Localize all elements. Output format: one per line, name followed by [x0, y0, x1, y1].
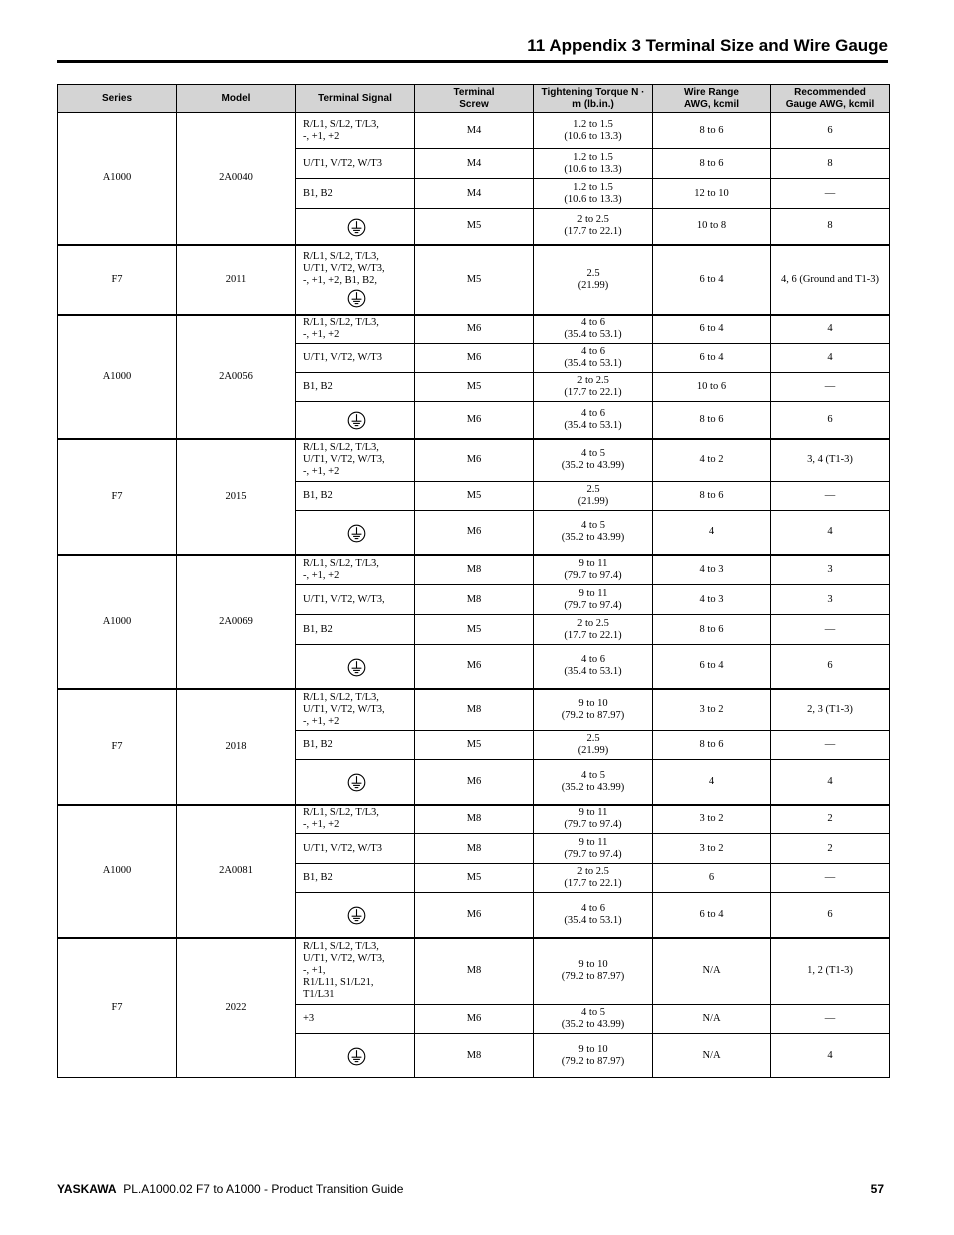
torque-lbin: (21.99) — [577, 279, 609, 291]
cell-torque — [534, 179, 653, 209]
cell-model: 2A0040 — [177, 113, 296, 245]
cell-torque — [534, 1034, 653, 1078]
cell-torque — [534, 805, 653, 834]
cell-torque — [534, 511, 653, 555]
cell-terminal-signal — [296, 555, 415, 585]
cell-terminal-signal — [296, 315, 415, 344]
cell-terminal-signal — [296, 482, 415, 511]
cell-wire-range: N/A — [653, 1005, 771, 1034]
cell-torque — [534, 585, 653, 615]
cell-terminal-screw: M8 — [415, 555, 534, 585]
torque-nm: 1.2 to 1.5 — [573, 151, 613, 163]
terminal-signal-text: R/L1, S/L2, T/L3, -, +1, +2 — [303, 807, 379, 831]
cell-torque — [534, 760, 653, 805]
cell-terminal-signal — [296, 439, 415, 482]
cell-terminal-signal — [296, 834, 415, 864]
torque-nm: 4 to 6 — [581, 654, 605, 666]
col-header-wire-range-text: Wire Range AWG, kcmil — [683, 86, 739, 110]
ground-terminal-icon — [347, 289, 366, 308]
cell-torque — [534, 209, 653, 245]
torque-nm: 2.5 — [586, 733, 600, 744]
table-body — [58, 113, 890, 1078]
cell-terminal-signal — [296, 731, 415, 760]
cell-recommended-gauge: — — [771, 179, 890, 209]
cell-terminal-screw: M6 — [415, 344, 534, 373]
cell-terminal-screw: M6 — [415, 1005, 534, 1034]
col-header-recommended-gauge — [771, 85, 890, 113]
table-row — [58, 315, 890, 344]
cell-wire-range: 4 — [653, 511, 771, 555]
cell-wire-range: 6 to 4 — [653, 645, 771, 689]
cell-wire-range: N/A — [653, 1034, 771, 1078]
cell-recommended-gauge: 4 — [771, 315, 890, 344]
col-header-model: Model — [177, 85, 296, 113]
cell-terminal-screw: M5 — [415, 731, 534, 760]
cell-wire-range: 4 to 3 — [653, 555, 771, 585]
torque-lbin: (10.6 to 13.3) — [564, 193, 622, 205]
cell-terminal-signal — [296, 689, 415, 731]
col-header-recommended-gauge-text: Recommended Gauge AWG, kcmil — [785, 86, 875, 110]
torque-nm: 9 to 10 — [578, 959, 608, 971]
cell-torque — [534, 834, 653, 864]
torque-lbin: (17.7 to 22.1) — [564, 226, 622, 238]
torque-nm: 4 to 5 — [581, 769, 605, 781]
torque-lbin: (79.7 to 97.4) — [564, 848, 622, 860]
cell-recommended-gauge: — — [771, 482, 890, 511]
torque-lbin: (79.7 to 97.4) — [564, 599, 622, 611]
cell-recommended-gauge: 4, 6 (Ground and T1-3) — [771, 245, 890, 315]
cell-wire-range: 8 to 6 — [653, 402, 771, 439]
cell-terminal-signal — [296, 209, 415, 245]
cell-recommended-gauge: 6 — [771, 893, 890, 938]
cell-terminal-signal — [296, 645, 415, 689]
cell-torque — [534, 938, 653, 1005]
torque-nm: 2.5 — [586, 484, 600, 495]
cell-terminal-screw: M5 — [415, 373, 534, 402]
cell-wire-range: 4 to 3 — [653, 585, 771, 615]
cell-torque — [534, 439, 653, 482]
ground-terminal-icon — [347, 906, 366, 925]
terminal-signal-text: +3 — [303, 1013, 315, 1024]
cell-series: A1000 — [58, 113, 177, 245]
cell-recommended-gauge: 4 — [771, 511, 890, 555]
terminal-signal-text: R/L1, S/L2, T/L3, U/T1, V/T2, W/T3, -, +1, +2 — [303, 442, 385, 478]
torque-lbin: (10.6 to 13.3) — [564, 130, 622, 142]
cell-torque — [534, 402, 653, 439]
cell-terminal-screw: M6 — [415, 760, 534, 805]
cell-torque — [534, 893, 653, 938]
cell-recommended-gauge: 2 — [771, 805, 890, 834]
torque-nm: 2 to 2.5 — [577, 866, 609, 877]
page-title: 11 Appendix 3 Terminal Size and Wire Gauge — [527, 36, 888, 55]
cell-recommended-gauge: 3 — [771, 585, 890, 615]
terminal-signal-text: R/L1, S/L2, T/L3, U/T1, V/T2, W/T3, -, +1, +2 — [303, 691, 385, 727]
col-header-series: Series — [58, 85, 177, 113]
cell-recommended-gauge: — — [771, 731, 890, 760]
torque-nm: 9 to 11 — [578, 587, 608, 599]
cell-recommended-gauge: 8 — [771, 209, 890, 245]
terminal-signal-text: U/T1, V/T2, W/T3 — [303, 842, 382, 854]
torque-nm: 9 to 11 — [578, 836, 608, 848]
cell-model: 2022 — [177, 938, 296, 1078]
cell-torque — [534, 149, 653, 179]
terminal-signal-text: B1, B2 — [303, 187, 333, 199]
cell-recommended-gauge: 8 — [771, 149, 890, 179]
torque-nm: 4 to 6 — [581, 902, 605, 914]
cell-terminal-screw: M6 — [415, 315, 534, 344]
torque-lbin: (17.7 to 22.1) — [564, 629, 622, 641]
terminal-signal-text: R/L1, S/L2, T/L3, -, +1, +2 — [303, 317, 379, 341]
terminal-signal-text: B1, B2 — [303, 623, 333, 635]
torque-nm: 2 to 2.5 — [577, 214, 609, 226]
cell-terminal-screw: M5 — [415, 209, 534, 245]
cell-wire-range: 8 to 6 — [653, 149, 771, 179]
cell-recommended-gauge: 4 — [771, 760, 890, 805]
torque-nm: 1.2 to 1.5 — [573, 118, 613, 130]
cell-series: A1000 — [58, 555, 177, 689]
cell-wire-range: 8 to 6 — [653, 113, 771, 149]
cell-terminal-screw: M4 — [415, 149, 534, 179]
cell-terminal-screw: M4 — [415, 179, 534, 209]
cell-recommended-gauge: 6 — [771, 402, 890, 439]
cell-wire-range: 10 to 8 — [653, 209, 771, 245]
title-rule — [57, 60, 888, 63]
torque-lbin: (35.2 to 43.99) — [561, 460, 625, 472]
cell-terminal-screw: M4 — [415, 113, 534, 149]
cell-terminal-screw: M8 — [415, 938, 534, 1005]
terminal-signal-text: U/T1, V/T2, W/T3 — [303, 352, 382, 363]
torque-lbin: (35.4 to 53.1) — [564, 666, 622, 678]
cell-terminal-signal — [296, 760, 415, 805]
cell-torque — [534, 373, 653, 402]
terminal-signal-text: B1, B2 — [303, 739, 333, 750]
cell-model: 2A0056 — [177, 315, 296, 439]
cell-terminal-signal — [296, 179, 415, 209]
cell-terminal-signal — [296, 245, 415, 315]
cell-wire-range: 4 to 2 — [653, 439, 771, 482]
cell-torque — [534, 689, 653, 731]
cell-series: F7 — [58, 439, 177, 555]
cell-recommended-gauge: — — [771, 615, 890, 645]
cell-terminal-signal — [296, 585, 415, 615]
footer-page-number: 57 — [870, 1182, 884, 1196]
cell-terminal-screw: M8 — [415, 689, 534, 731]
cell-recommended-gauge: — — [771, 1005, 890, 1034]
cell-terminal-signal — [296, 1005, 415, 1034]
cell-wire-range: 8 to 6 — [653, 482, 771, 511]
terminal-signal-text: R/L1, S/L2, T/L3, U/T1, V/T2, W/T3, -, +1, +2, B1, B2, — [303, 251, 385, 286]
col-header-torque-text: Tightening Torque N · m (lb.in.) — [541, 86, 645, 110]
cell-terminal-screw: M6 — [415, 645, 534, 689]
cell-terminal-signal — [296, 938, 415, 1005]
table-row — [58, 245, 890, 315]
torque-nm: 9 to 11 — [578, 557, 608, 569]
torque-lbin: (35.2 to 43.99) — [561, 1019, 625, 1030]
cell-recommended-gauge: 2 — [771, 834, 890, 864]
table-row — [58, 555, 890, 585]
col-header-torque — [534, 85, 653, 113]
cell-torque — [534, 1005, 653, 1034]
ground-terminal-icon — [347, 218, 366, 237]
cell-recommended-gauge: 6 — [771, 645, 890, 689]
torque-lbin: (35.4 to 53.1) — [564, 419, 622, 431]
cell-recommended-gauge: 6 — [771, 113, 890, 149]
torque-lbin: (79.7 to 97.4) — [564, 569, 622, 581]
cell-torque — [534, 615, 653, 645]
cell-wire-range: 8 to 6 — [653, 731, 771, 760]
terminal-signal-text: R/L1, S/L2, T/L3, -, +1, +2 — [303, 557, 379, 581]
cell-terminal-signal — [296, 864, 415, 893]
terminal-signal-text: R/L1, S/L2, T/L3, -, +1, +2 — [303, 118, 379, 142]
col-header-terminal-screw-text: Terminal Screw — [453, 86, 495, 110]
cell-wire-range: 8 to 6 — [653, 615, 771, 645]
torque-lbin: (79.7 to 97.4) — [564, 819, 622, 831]
cell-terminal-signal — [296, 805, 415, 834]
terminal-signal-text: U/T1, V/T2, W/T3 — [303, 157, 382, 169]
torque-lbin: (10.6 to 13.3) — [564, 163, 622, 175]
cell-torque — [534, 315, 653, 344]
torque-lbin: (35.4 to 53.1) — [564, 329, 622, 341]
table-row — [58, 439, 890, 482]
ground-terminal-icon — [347, 524, 366, 543]
cell-series: F7 — [58, 689, 177, 805]
cell-recommended-gauge: — — [771, 864, 890, 893]
cell-wire-range: 6 to 4 — [653, 344, 771, 373]
cell-series: F7 — [58, 245, 177, 315]
cell-terminal-signal — [296, 402, 415, 439]
cell-recommended-gauge: — — [771, 373, 890, 402]
cell-torque — [534, 645, 653, 689]
torque-nm: 4 to 5 — [581, 1007, 605, 1018]
cell-torque — [534, 344, 653, 373]
cell-terminal-screw: M5 — [415, 482, 534, 511]
torque-lbin: (35.4 to 53.1) — [564, 914, 622, 926]
cell-wire-range: 6 — [653, 864, 771, 893]
cell-terminal-screw: M8 — [415, 805, 534, 834]
cell-terminal-signal — [296, 615, 415, 645]
cell-wire-range: 10 to 6 — [653, 373, 771, 402]
cell-torque — [534, 482, 653, 511]
cell-terminal-signal — [296, 511, 415, 555]
cell-terminal-screw: M5 — [415, 615, 534, 645]
cell-terminal-screw: M8 — [415, 1034, 534, 1078]
cell-torque — [534, 555, 653, 585]
terminal-spec-table — [57, 84, 890, 1078]
table-row — [58, 938, 890, 1005]
table-row — [58, 113, 890, 149]
ground-terminal-icon — [347, 1047, 366, 1066]
torque-lbin: (21.99) — [577, 745, 609, 756]
cell-torque — [534, 864, 653, 893]
torque-lbin: (35.2 to 43.99) — [561, 781, 625, 793]
cell-torque — [534, 731, 653, 760]
table-row — [58, 805, 890, 834]
torque-lbin: (21.99) — [577, 496, 609, 507]
torque-nm: 9 to 11 — [578, 807, 608, 819]
cell-terminal-signal — [296, 893, 415, 938]
torque-lbin: (79.2 to 87.97) — [561, 971, 625, 983]
torque-lbin: (17.7 to 22.1) — [564, 878, 622, 889]
cell-wire-range: 6 to 4 — [653, 245, 771, 315]
cell-terminal-screw: M6 — [415, 511, 534, 555]
torque-nm: 1.2 to 1.5 — [573, 181, 613, 193]
cell-series: A1000 — [58, 315, 177, 439]
torque-lbin: (17.7 to 22.1) — [564, 387, 622, 398]
table-row — [58, 689, 890, 731]
torque-nm: 2 to 2.5 — [577, 375, 609, 386]
cell-model: 2A0069 — [177, 555, 296, 689]
cell-terminal-signal — [296, 373, 415, 402]
cell-series: A1000 — [58, 805, 177, 938]
cell-terminal-signal — [296, 149, 415, 179]
cell-terminal-signal — [296, 1034, 415, 1078]
cell-wire-range: 4 — [653, 760, 771, 805]
cell-terminal-screw: M5 — [415, 245, 534, 315]
cell-torque — [534, 245, 653, 315]
cell-terminal-screw: M5 — [415, 864, 534, 893]
cell-terminal-screw: M8 — [415, 834, 534, 864]
torque-nm: 4 to 6 — [581, 407, 605, 419]
torque-lbin: (79.2 to 87.97) — [561, 1055, 625, 1067]
cell-wire-range: 3 to 2 — [653, 689, 771, 731]
cell-recommended-gauge: 1, 2 (T1-3) — [771, 938, 890, 1005]
cell-model: 2018 — [177, 689, 296, 805]
cell-recommended-gauge: 2, 3 (T1-3) — [771, 689, 890, 731]
torque-nm: 2 to 2.5 — [577, 617, 609, 629]
footer-doc-info — [57, 1182, 403, 1196]
terminal-signal-text: U/T1, V/T2, W/T3, — [303, 593, 385, 605]
col-header-terminal-screw — [415, 85, 534, 113]
cell-model: 2011 — [177, 245, 296, 315]
cell-terminal-screw: M6 — [415, 439, 534, 482]
terminal-signal-text: B1, B2 — [303, 490, 333, 501]
torque-nm: 4 to 6 — [581, 317, 605, 329]
terminal-signal-text: R/L1, S/L2, T/L3, U/T1, V/T2, W/T3, -, +1, R1/L11, S1/L21, T1/L31 — [303, 941, 385, 1001]
torque-lbin: (35.4 to 53.1) — [564, 358, 622, 369]
cell-recommended-gauge: 3, 4 (T1-3) — [771, 439, 890, 482]
footer-doc-title: PL.A1000.02 F7 to A1000 - Product Transition Guide — [123, 1182, 404, 1196]
cell-torque — [534, 113, 653, 149]
cell-terminal-signal — [296, 113, 415, 149]
torque-nm: 9 to 10 — [578, 1043, 608, 1055]
torque-nm: 4 to 6 — [581, 346, 605, 357]
ground-terminal-icon — [347, 411, 366, 430]
col-header-wire-range — [653, 85, 771, 113]
cell-recommended-gauge: 4 — [771, 1034, 890, 1078]
table-header-row — [58, 85, 890, 113]
torque-lbin: (35.2 to 43.99) — [561, 532, 625, 544]
cell-terminal-screw: M8 — [415, 585, 534, 615]
torque-lbin: (79.2 to 87.97) — [561, 709, 625, 721]
cell-model: 2015 — [177, 439, 296, 555]
cell-model: 2A0081 — [177, 805, 296, 938]
cell-recommended-gauge: 3 — [771, 555, 890, 585]
cell-wire-range: 3 to 2 — [653, 834, 771, 864]
cell-series: F7 — [58, 938, 177, 1078]
torque-nm: 9 to 10 — [578, 697, 608, 709]
cell-wire-range: 6 to 4 — [653, 315, 771, 344]
torque-nm: 2.5 — [586, 267, 600, 279]
cell-wire-range: 3 to 2 — [653, 805, 771, 834]
cell-terminal-screw: M6 — [415, 402, 534, 439]
terminal-signal-text: B1, B2 — [303, 381, 333, 392]
col-header-terminal-signal: Terminal Signal — [296, 85, 415, 113]
cell-terminal-screw: M6 — [415, 893, 534, 938]
terminal-signal-text: B1, B2 — [303, 872, 333, 883]
cell-wire-range: 6 to 4 — [653, 893, 771, 938]
cell-wire-range: N/A — [653, 938, 771, 1005]
footer-brand: YASKAWA — [57, 1182, 117, 1196]
torque-nm: 4 to 5 — [581, 448, 605, 460]
cell-recommended-gauge: 4 — [771, 344, 890, 373]
ground-terminal-icon — [347, 658, 366, 677]
cell-terminal-signal — [296, 344, 415, 373]
cell-wire-range: 12 to 10 — [653, 179, 771, 209]
torque-nm: 4 to 5 — [581, 520, 605, 532]
ground-terminal-icon — [347, 773, 366, 792]
